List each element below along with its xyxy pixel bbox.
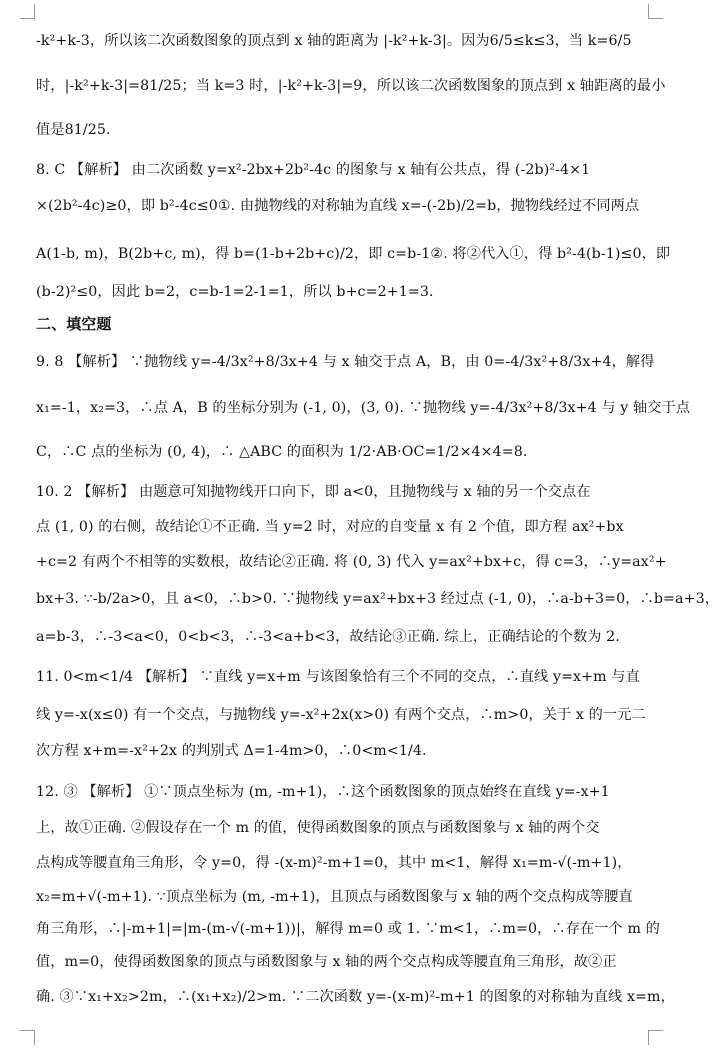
text-line: 点 (1, 0) 的右侧，故结论①不正确. 当 y=2 时，对应的自变量 x 有 2 个值，即方程 ax²+bx [36,519,624,535]
text-line: 值，m=0，使得函数图象的顶点与函数图象与 x 轴的两个交点构成等腰直角三角形，故②正 [36,954,617,970]
text-line: 12. ③ 【解析】 ①∵顶点坐标为 (m, -m+1)，∴这个函数图象的顶点始终在直线 y=-x+1 [36,784,610,800]
text-line: 时，|-k²+k-3|=81/25；当 k=3 时，|-k²+k-3|=9，所以该二次函数图象的顶点到 x 轴距离的最小 [36,78,666,94]
text-line: 线 y=-x(x≤0) 有一个交点，与抛物线 y=-x²+2x(x>0) 有两个交点，∴m>0，关于 x 的一元二 [36,707,646,723]
crop-mark-bottom-left [20,1030,35,1045]
text-line: x₂=m+√(-m+1). ∵顶点坐标为 (m, -m+1)，且顶点与函数图象与 x 轴的两个交点构成等腰直 [36,889,633,905]
text-line: 确. ③∵x₁+x₂>2m，∴(x₁+x₂)/2>m. ∵二次函数 y=-(x-m)²-m+1 的图象的对称轴为直线 x=m， [36,989,675,1005]
text-line: 9. 8 【解析】 ∵抛物线 y=-4/3x²+8/3x+4 与 x 轴交于点 A，B，由 0=-4/3x²+8/3x+4，解得 [36,354,655,370]
text-line: 角三角形，∴|-m+1|=|m-(m-√(-m+1))|，解得 m=0 或 1. ∵m<1，∴m=0，∴存在一个 m 的 [36,921,660,937]
text-line: A(1-b, m)，B(2b+c, m)，得 b=(1-b+2b+c)/2，即 c=b-1②. 将②代入①，得 b²-4(b-1)≤0，即 [36,246,671,262]
text-line: C，∴C 点的坐标为 (0, 4)，∴ △ABC 的面积为 1/2·AB·OC=1/2×4×4=8. [36,444,528,460]
text-line: 10. 2 【解析】 由题意可知抛物线开口向下，即 a<0，且抛物线与 x 轴的另一个交点在 [36,484,591,500]
text-line: x₁=-1，x₂=3，∴点 A，B 的坐标分别为 (-1, 0)，(3, 0). ∵抛物线 y=-4/3x²+8/3x+4 与 y 轴交于点 [36,400,691,416]
crop-mark-top-left [20,4,35,19]
text-line: 上，故①正确. ②假设存在一个 m 的值，使得函数图象的顶点与函数图象与 x 轴的两个交 [36,820,600,836]
text-line: a=b-3，∴-3<a<0，0<b<3，∴-3<a+b<3，故结论③正确. 综上，正确结论的个数为 2. [36,629,620,645]
text-line: 8. C 【解析】 由二次函数 y=x²-2bx+2b²-4c 的图象与 x 轴有公共点，得 (-2b)²-4×1 [36,162,591,178]
text-line: 次方程 x+m=-x²+2x 的判别式 Δ=1-4m>0，∴0<m<1/4. [36,743,427,759]
text-line: +c=2 有两个不相等的实数根，故结论②正确. 将 (0, 3) 代入 y=ax²+bx+c，得 c=3，∴y=ax²+ [36,554,667,570]
section-heading: 二、填空题 [36,315,112,333]
text-line: -k²+k-3，所以该二次函数图象的顶点到 x 轴的距离为 |-k²+k-3|。因为6/5≤k≤3，当 k=6/5 [36,33,632,49]
text-line: 11. 0<m<1/4 【解析】 ∵直线 y=x+m 与该图象恰有三个不同的交点，∴直线 y=x+m 与直 [36,669,640,685]
text-line: ×(2b²-4c)≥0，即 b²-4c≤0①. 由抛物线的对称轴为直线 x=-(-2b)/2=b，抛物线经过不同两点 [36,198,640,214]
crop-mark-bottom-right [648,1030,663,1045]
text-line: bx+3. ∵-b/2a>0，且 a<0，∴b>0. ∵抛物线 y=ax²+bx+3 经过点 (-1, 0)，∴a-b+3=0，∴b=a+3， [36,591,719,607]
crop-mark-top-right [648,4,663,19]
text-line: 点构成等腰直角三角形，令 y=0，得 -(x-m)²-m+1=0，其中 m<1，解得 x₁=m-√(-m+1)， [36,855,632,871]
text-line: (b-2)²≤0，因此 b=2，c=b-1=2-1=1，所以 b+c=2+1=3. [36,284,434,300]
text-line: 值是81/25. [36,122,111,138]
